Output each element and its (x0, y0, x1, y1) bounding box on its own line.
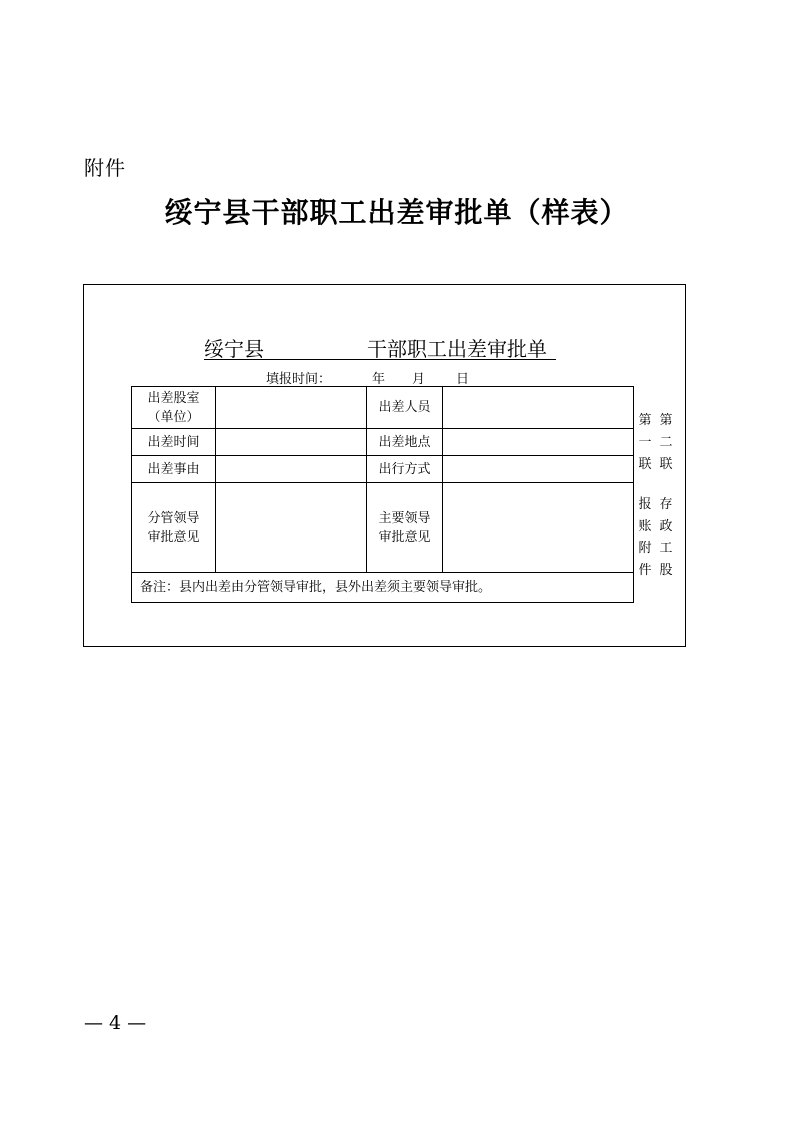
leader-label: 分管领导 (147, 510, 200, 526)
side-char: 联 (638, 457, 652, 472)
page-number: — 4 — (84, 1012, 147, 1034)
side-char: 存 (659, 497, 673, 512)
form-title-county: 绥宁县 (204, 337, 264, 361)
side-char: 一 (638, 435, 652, 450)
note-text: 备注：县内出差由分管领导审批，县外出差须主要领导审批。 (132, 573, 634, 603)
transport-field[interactable] (443, 456, 634, 483)
reason-field[interactable] (216, 456, 367, 483)
place-field[interactable] (443, 429, 634, 456)
side-char: 报 (638, 497, 652, 512)
form-title-rest: 干部职工出差审批单 (367, 337, 547, 361)
side-char-gap (637, 476, 653, 494)
place-label: 出差地点 (367, 429, 443, 456)
approval-table (131, 386, 634, 603)
time-label: 出差时间 (132, 429, 216, 456)
leader-label-cell (132, 483, 216, 573)
table-row (132, 573, 634, 603)
side-char: 股 (659, 563, 673, 578)
dept-field[interactable] (216, 387, 367, 429)
main-leader-label: 主要领导 (378, 510, 431, 526)
main-leader-label-cell (367, 483, 443, 573)
fill-time-day: 日 (456, 372, 470, 387)
form-frame (83, 284, 686, 647)
dept-label: 出差股室 (147, 390, 200, 406)
traveler-field[interactable] (443, 387, 634, 429)
side-char: 账 (638, 519, 652, 534)
side-char: 件 (638, 563, 652, 578)
side-char-gap (658, 476, 674, 494)
fill-time-month: 月 (412, 372, 426, 387)
table-row (132, 456, 634, 483)
side-char: 附 (638, 541, 652, 556)
table-row (132, 387, 634, 429)
main-leader-opinion-field[interactable] (443, 483, 634, 573)
main-leader-label-sub: 审批意见 (378, 529, 431, 545)
side-char: 二 (659, 435, 673, 450)
fill-time-year: 年 (372, 372, 386, 387)
table-row (132, 429, 634, 456)
document-title: 绥宁县干部职工出差审批单（样表） (164, 196, 629, 229)
traveler-label: 出差人员 (367, 387, 443, 429)
side-char: 政 (659, 519, 673, 534)
side-char: 工 (659, 541, 673, 556)
transport-label: 出行方式 (367, 456, 443, 483)
side-label-copy1 (637, 410, 653, 582)
dept-label-cell (132, 387, 216, 429)
leader-label-sub: 审批意见 (147, 529, 200, 545)
dept-label-sub: （单位） (147, 409, 200, 425)
side-char: 联 (659, 457, 673, 472)
leader-opinion-field[interactable] (216, 483, 367, 573)
side-char: 第 (638, 413, 652, 428)
side-label-copy2 (658, 410, 674, 582)
attachment-label: 附件 (84, 156, 126, 180)
form-title (204, 333, 556, 360)
time-field[interactable] (216, 429, 367, 456)
side-char: 第 (659, 413, 673, 428)
fill-time-label: 填报时间： (266, 372, 332, 387)
table-row (132, 483, 634, 573)
reason-label: 出差事由 (132, 456, 216, 483)
